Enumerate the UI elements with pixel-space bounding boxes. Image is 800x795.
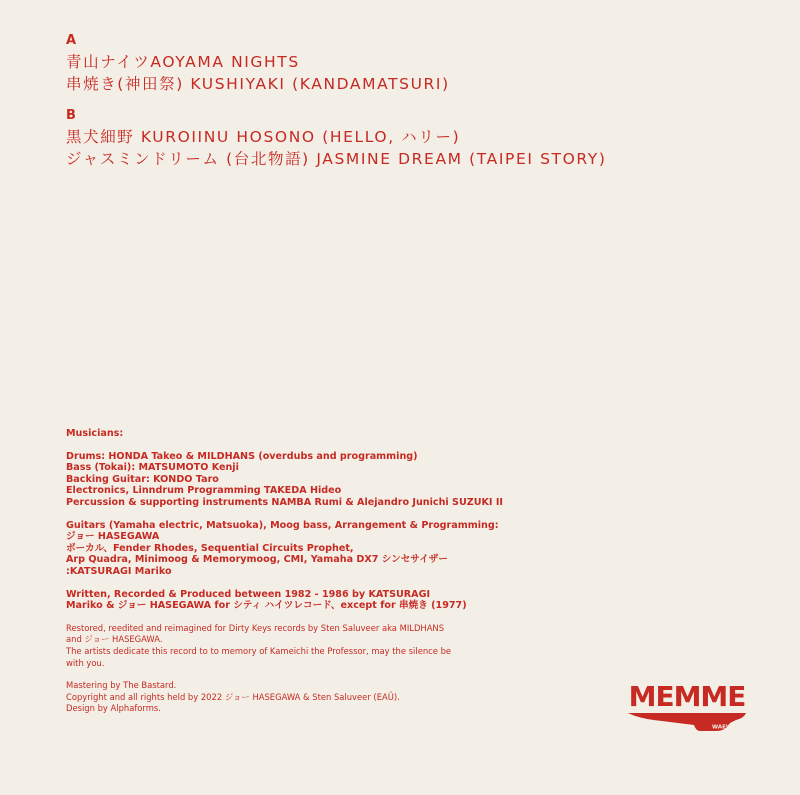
credit-line: Percussion & supporting instruments NAMBA Rumi & Alejandro Junichi SUZUKI II	[66, 496, 503, 508]
side-a	[66, 32, 766, 95]
side-b	[66, 107, 766, 170]
side-b-label: B	[66, 108, 76, 123]
note-line: with you.	[66, 657, 105, 668]
credit-line: Arp Quadra, Minimoog & Memorymoog, CMI, Yamaha DX7 シンセサイザー	[66, 554, 448, 566]
credit-line: Drums: HONDA Takeo & MILDHANS (overdubs and programming)	[66, 450, 418, 462]
tracklist	[66, 32, 766, 182]
credit-line: Guitars (Yamaha electric, Matsuoka), Moog bass, Arrangement & Programming:	[66, 519, 499, 531]
note-line: and ジョー HASEGAWA.	[66, 634, 163, 645]
mastering-note	[66, 680, 536, 715]
logo-wordmark: MEMME	[628, 680, 746, 713]
track-b2: ジャスミンドリーム (台北物語) JASMINE DREAM (TAIPEI STORY)	[66, 150, 607, 168]
memme-logo	[626, 682, 748, 732]
credits	[66, 428, 536, 726]
credit-line: ジョー HASEGAWA	[66, 531, 160, 543]
credit-line: ボーカル、Fender Rhodes, Sequential Circuits Prophet,	[66, 542, 354, 554]
credit-line: Written, Recorded & Produced between 1982 - 1986 by KATSURAGI	[66, 588, 431, 600]
credit-line: Mariko & ジョー HASEGAWA for シティ ハイツレコード、except for 串焼き (1977)	[66, 600, 467, 612]
note-line: Design by Alphaforms.	[66, 703, 161, 714]
logo-subtext: WAEW	[712, 724, 732, 731]
guitars-credits	[66, 520, 536, 578]
restoration-note	[66, 623, 536, 669]
credit-line: Bass (Tokai): MATSUMOTO Kenji	[66, 462, 239, 474]
musicians-heading: Musicians:	[66, 428, 124, 439]
credit-line: Backing Guitar: KONDO Taro	[66, 473, 219, 485]
note-line: The artists dedicate this record to to memory of Kameichi the Professor, may the silence be	[66, 645, 452, 656]
track-a2: 串焼き(神田祭) KUSHIYAKI (KANDAMATSURI)	[66, 75, 450, 93]
note-line: Copyright and all rights held by 2022 ジョー HASEGAWA & Sten Saluveer (EAÜ).	[66, 691, 400, 702]
track-b1: 黒犬細野 KUROIINU HOSONO (HELLO, ハリー)	[66, 128, 461, 146]
note-line: Mastering by The Bastard.	[66, 680, 177, 691]
credit-line: Electronics, Linndrum Programming TAKEDA Hideo	[66, 485, 342, 497]
side-a-label: A	[66, 33, 77, 48]
written-credits	[66, 589, 536, 612]
musicians-list	[66, 451, 536, 509]
track-a1: 青山ナイツAOYAMA NIGHTS	[66, 53, 300, 71]
note-line: Restored, reedited and reimagined for Dirty Keys records by Sten Saluveer aka MILDHANS	[66, 622, 445, 633]
logo-base-shape	[626, 711, 748, 733]
credit-line: :KATSURAGI Mariko	[66, 565, 172, 577]
